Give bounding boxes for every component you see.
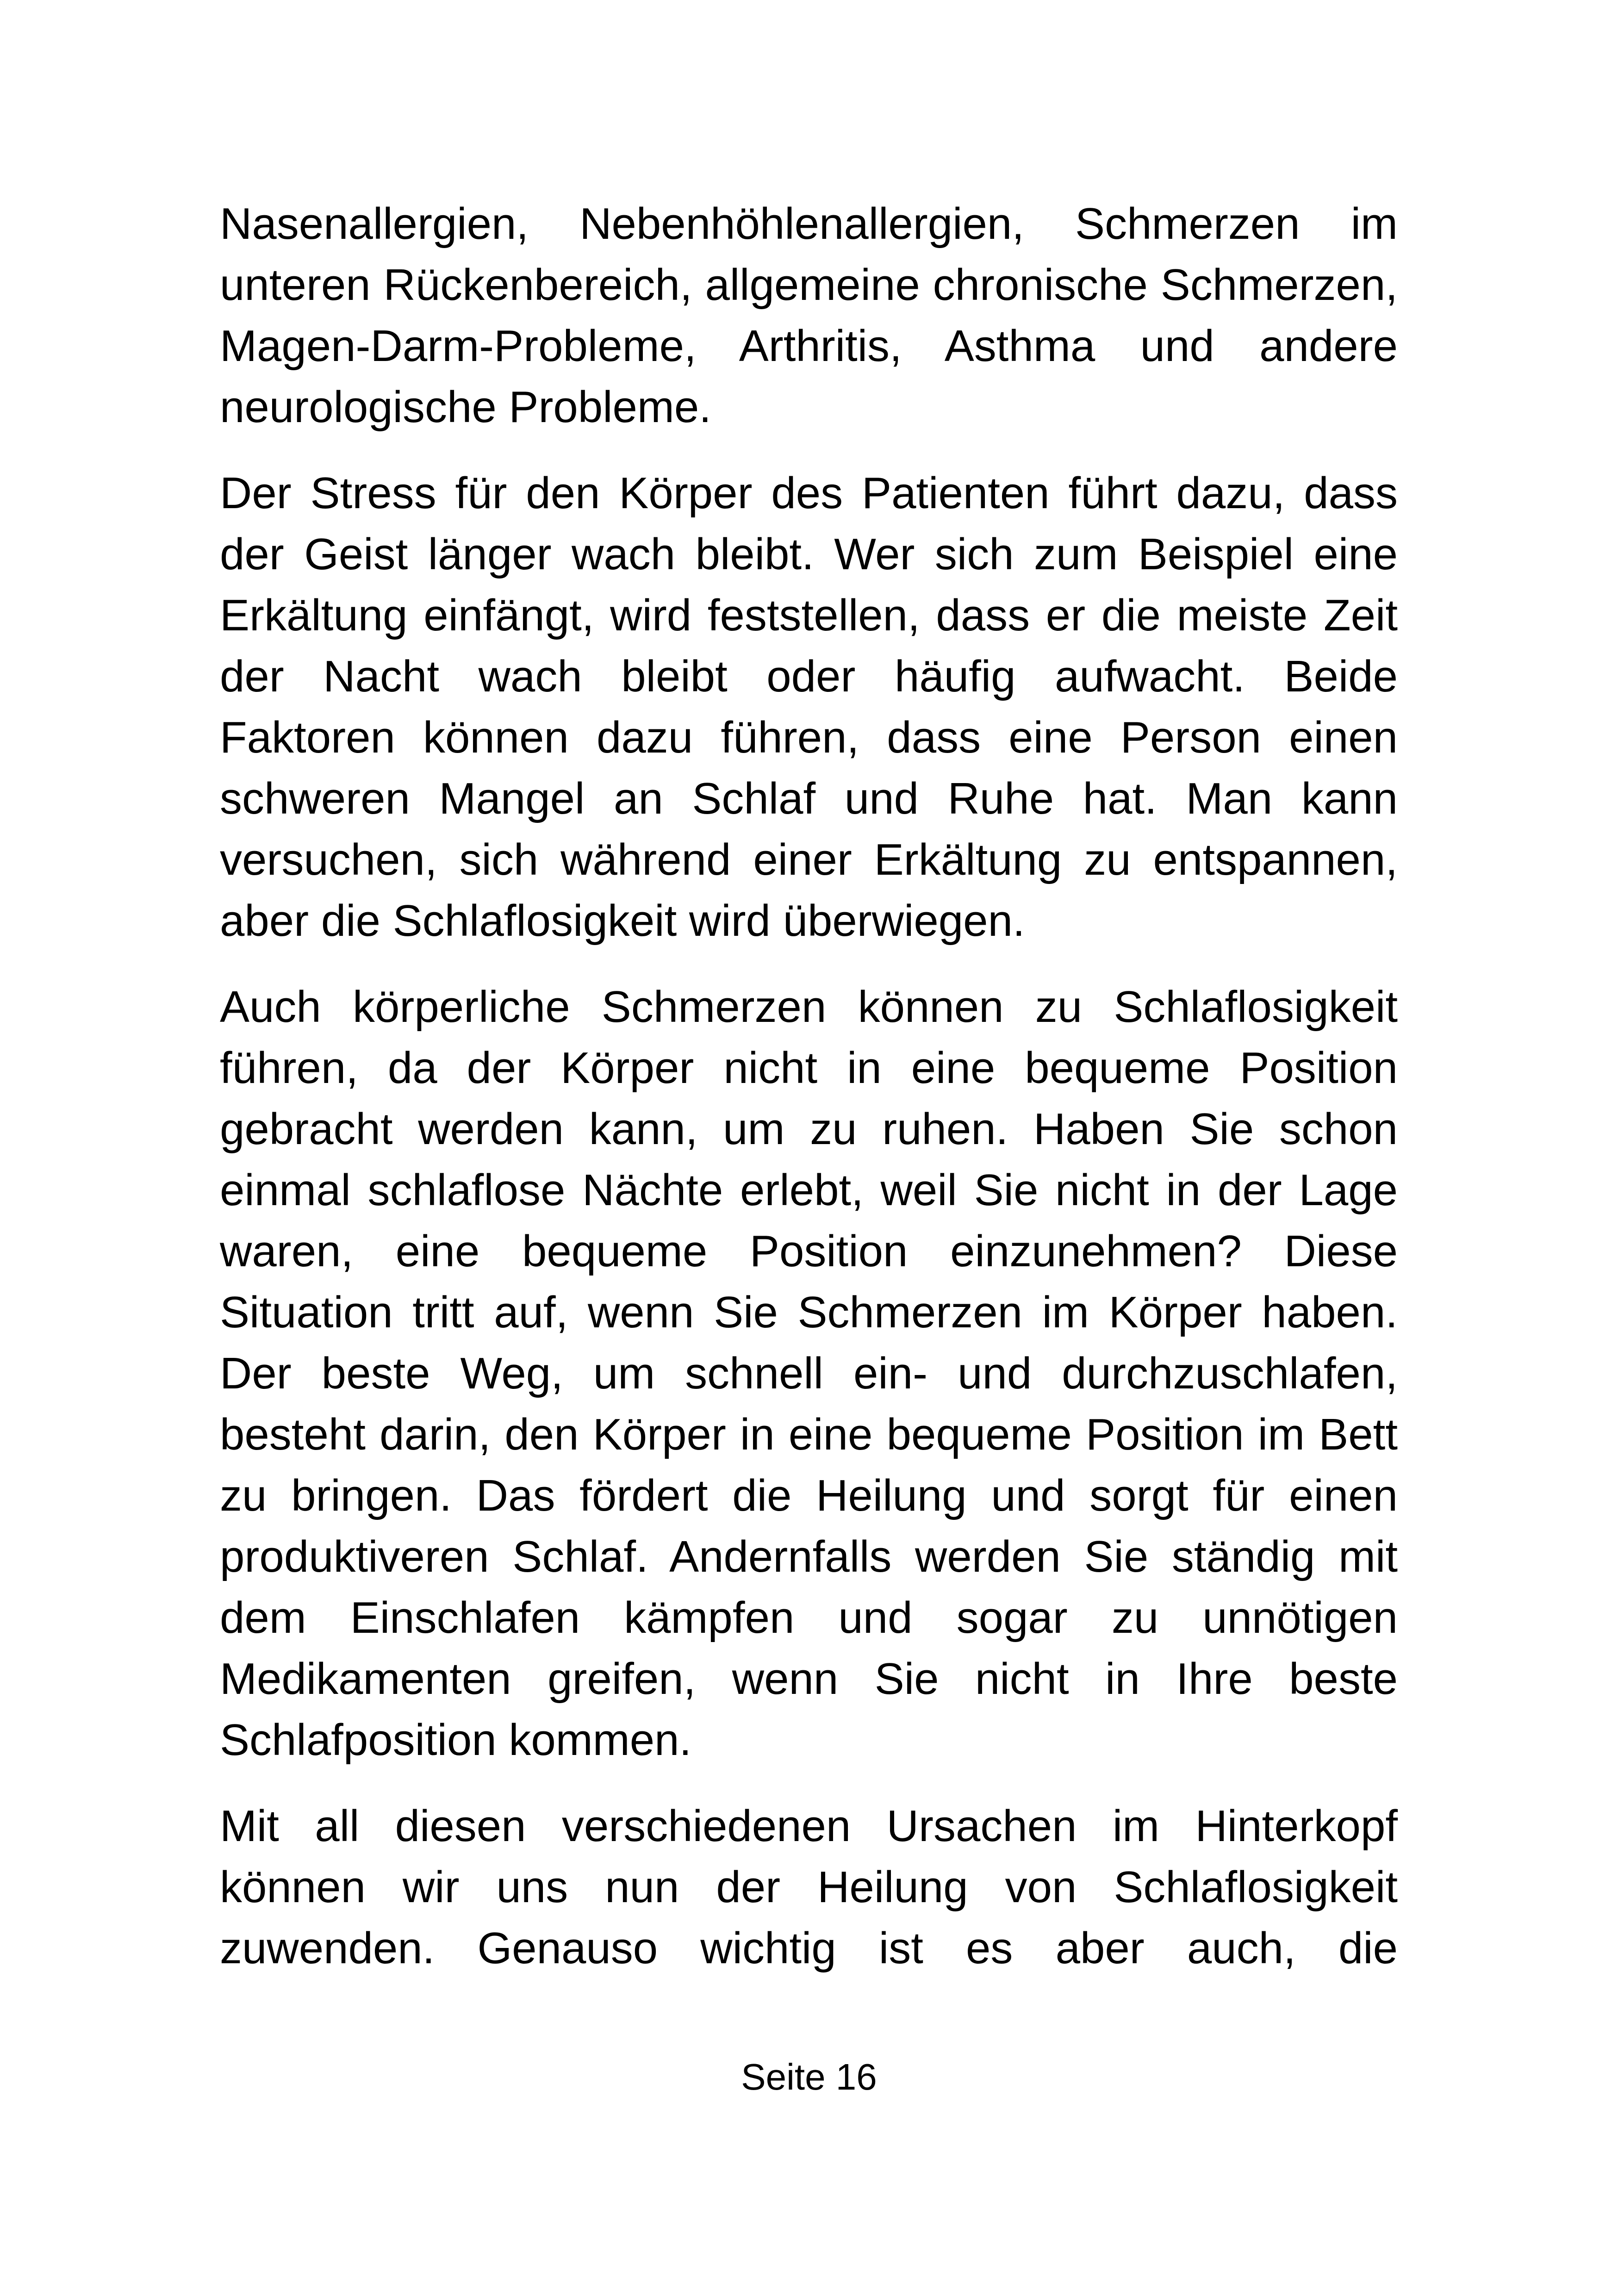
paragraph: Mit all diesen verschiedenen Ursachen im Hinterkopf können wir uns nun der Heilung von Schlaflosigkeit zuwenden. Genauso wichtig ist es aber auch, die — [220, 1801, 1398, 1973]
page-body — [220, 193, 1398, 2004]
page-number: Seite 16 — [741, 2056, 877, 2097]
paragraph: Nasenallergien, Nebenhöhlenallergien, Schmerzen im unteren Rückenbereich, allgemeine chronische Schmerzen, Magen-Darm-Probleme, Arthritis, Asthma und andere neurologische Probleme. — [220, 199, 1398, 432]
paragraph: Der Stress für den Körper des Patienten führt dazu, dass der Geist länger wach bleibt. Wer sich zum Beispiel eine Erkältung einfängt, wird feststellen, dass er die meiste Zeit der Nacht wach bleibt oder häufig aufwacht. Beide Faktoren können dazu führen, dass eine Person einen schweren Mangel an Schlaf und Ruhe hat. Man kann versuchen, sich während einer Erkältung zu entspannen, aber die Schlaflosigkeit wird überwiegen. — [220, 468, 1398, 946]
paragraph: Auch körperliche Schmerzen können zu Schlaflosigkeit führen, da der Körper nicht in eine bequeme Position gebracht werden kann, um zu ruhen. Haben Sie schon einmal schlaflose Nächte erlebt, weil Sie nicht in der Lage waren, eine bequeme Position einzunehmen? Diese Situation tritt auf, wenn Sie Schmerzen im Körper haben. Der beste Weg, um schnell ein- und durchzuschlafen, besteht darin, den Körper in eine bequeme Position im Bett zu bringen. Das fördert die Heilung und sorgt für einen produktiveren Schlaf. Andernfalls werden Sie ständig mit dem Einschlafen kämpfen und sogar zu unnötigen Medikamenten greifen, wenn Sie nicht in Ihre beste Schlafposition kommen. — [220, 982, 1398, 1765]
